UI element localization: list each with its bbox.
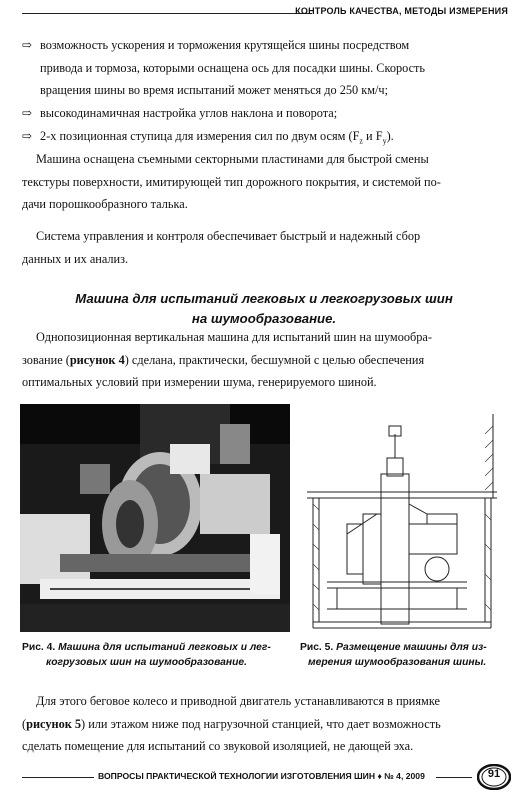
figure-4-caption xyxy=(22,640,294,670)
diamond-separator-icon: ♦ xyxy=(377,771,382,781)
text-line xyxy=(22,349,506,372)
arrow-bullet-icon: ⇨ xyxy=(22,38,33,52)
text-span: ) сделана, практически, бесшумной с целью обеспечения xyxy=(124,352,425,367)
footer-rule-right xyxy=(436,777,472,778)
text-line: Машина оснащена съемными секторными пластинами для быстрой смены xyxy=(36,152,429,166)
bullet-item-acceleration xyxy=(22,34,506,102)
paragraph-control-system xyxy=(22,225,506,270)
header-rule xyxy=(22,13,312,14)
figure-4-photo xyxy=(20,404,290,632)
page-number-badge xyxy=(477,764,511,790)
header-section-title: КОНТРОЛЬ КАЧЕСТВА, МЕТОДЫ ИЗМЕРЕНИЯ xyxy=(295,6,508,16)
text-span: зование ( xyxy=(22,352,70,367)
page-number: 91 xyxy=(487,768,501,780)
bullet-line: привода и тормоза, которыми оснащена ось для посадки шины. Скорость xyxy=(40,60,426,75)
journal-title: ВОПРОСЫ ПРАКТИЧЕСКОЙ ТЕХНОЛОГИИ ИЗГОТОВЛЕНИЯ ШИН xyxy=(98,771,376,781)
bullet-line: высокодинамичная настройка углов наклона и поворота; xyxy=(40,106,338,120)
figure-reference: рисунок 5 xyxy=(26,716,82,731)
text-line: оптимальных условий при измерении шума, генерируемого шиной. xyxy=(22,375,377,390)
caption-text: Машина для испытаний легковых и лег- xyxy=(58,642,271,653)
paragraph-vertical-machine xyxy=(22,326,506,394)
arrow-bullet-icon: ⇨ xyxy=(22,129,33,143)
caption-label: Рис. 5. xyxy=(300,642,334,653)
bullet-line: вращения шины во время испытаний может меняться до 250 км/ч; xyxy=(40,83,389,98)
caption-label: Рис. 4. xyxy=(22,642,56,653)
subscript-y: y xyxy=(382,136,387,146)
figure-5-caption xyxy=(300,640,510,670)
heading-line: на шумообразование. xyxy=(191,311,337,326)
text-span: ) или этажом ниже под нагрузочной станцией, что дает возможность xyxy=(81,716,441,731)
text-line: данных и их анализ. xyxy=(22,251,129,266)
figure-reference: рисунок 4 xyxy=(69,352,125,367)
text-line: сделать помещение для испытаний со звуковой изоляцией, не дающей эха. xyxy=(22,739,414,754)
text-line: Для этого беговое колесо и приводной двигатель устанавливаются в приямке xyxy=(36,694,440,708)
machine-photo-image xyxy=(20,404,290,632)
paragraph-pit-installation xyxy=(22,690,506,758)
machine-layout-drawing xyxy=(297,404,507,632)
running-footer xyxy=(22,760,512,800)
footer-rule-left xyxy=(22,777,94,778)
subscript-z: z xyxy=(359,136,363,146)
footer-journal xyxy=(98,771,425,781)
bullet-item-angles xyxy=(22,102,506,125)
caption-text: мерения шумообразования шины. xyxy=(308,657,487,668)
bullet-line: 2-х позиционная ступица для измерения сил по двум осям (F xyxy=(40,129,360,143)
text-line: Однопозиционная вертикальная машина для испытаний шин на шумообра- xyxy=(36,330,432,344)
caption-text: когрузовых шин на шумообразование. xyxy=(46,657,248,668)
bullet-line: и F xyxy=(362,129,383,143)
section-heading xyxy=(22,289,506,329)
paragraph-plates xyxy=(22,148,506,216)
bullet-line: ). xyxy=(386,129,394,143)
caption-text: Размещение машины для из- xyxy=(336,642,487,653)
text-line: текстуры поверхности, имитирующей тип дорожного покрытия, и системой по- xyxy=(22,174,441,189)
issue-number: № 4, 2009 xyxy=(384,771,425,781)
running-header xyxy=(22,4,508,26)
text-span: ( xyxy=(22,716,27,731)
heading-line: Машина для испытаний легковых и легкогрузовых шин xyxy=(75,291,453,306)
text-line: дачи порошкообразного талька. xyxy=(22,197,188,212)
text-line xyxy=(22,713,506,736)
figure-5-drawing xyxy=(297,404,507,632)
text-line: Система управления и контроля обеспечивает быстрый и надежный сбор xyxy=(36,229,421,243)
bullet-line: возможность ускорения и торможения крутящейся шины посредством xyxy=(40,38,410,52)
arrow-bullet-icon: ⇨ xyxy=(22,106,33,120)
